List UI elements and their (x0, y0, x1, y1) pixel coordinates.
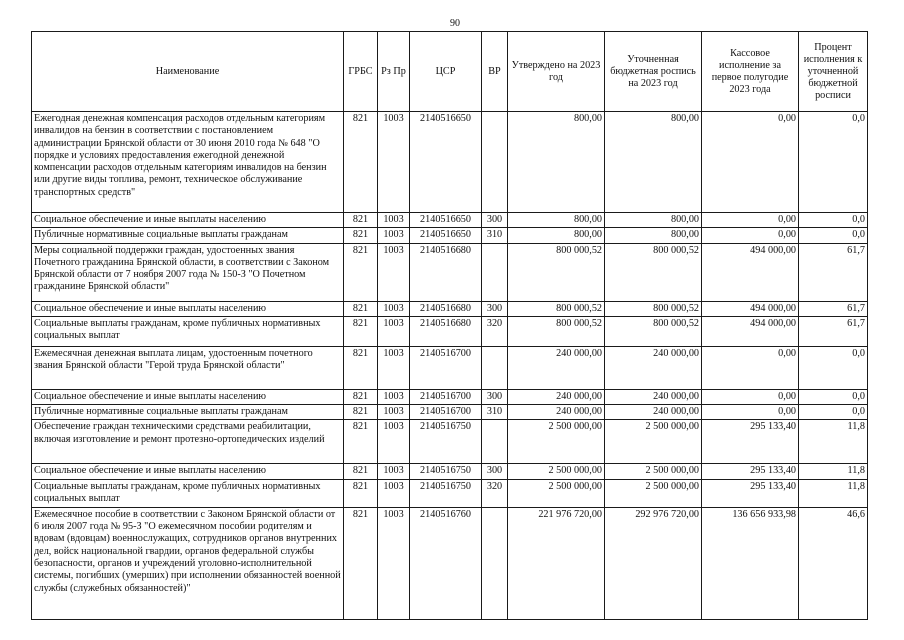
row-csr: 2140516750 (410, 464, 482, 479)
table-row (32, 420, 868, 464)
row-vr: 320 (482, 479, 508, 507)
row-grbs: 821 (344, 112, 378, 213)
row-approved: 800,00 (508, 112, 605, 213)
row-approved: 800 000,52 (508, 316, 605, 346)
row-cash: 0,00 (702, 405, 799, 420)
row-percent: 11,8 (799, 479, 868, 507)
row-vr (482, 243, 508, 301)
row-csr: 2140516760 (410, 507, 482, 619)
row-csr: 2140516650 (410, 112, 482, 213)
row-name: Социальные выплаты гражданам, кроме публичных нормативных социальных выплат (32, 479, 344, 507)
table-row (32, 346, 868, 389)
row-refined: 800,00 (605, 228, 702, 243)
header-approved: Утверждено на 2023 год (508, 32, 605, 112)
header-name: Наименование (32, 32, 344, 112)
row-name: Ежегодная денежная компенсация расходов отдельным категориям инвалидов на бензин в соответствии с постановлением администрации Брянской области от 30 июня 2010 года № 648 "О порядке и условиях предоставления ежегодной денежной компенсации расходов отдельным категориям инвалидов на бензин или другие виды топлива, ремонт, техническое обслуживание транспортных средств" (32, 112, 344, 213)
table-row (32, 112, 868, 213)
table-row (32, 213, 868, 228)
row-rzpr: 1003 (378, 405, 410, 420)
table-row (32, 464, 868, 479)
row-approved: 800,00 (508, 228, 605, 243)
row-csr: 2140516750 (410, 420, 482, 464)
row-cash: 494 000,00 (702, 243, 799, 301)
row-percent: 11,8 (799, 420, 868, 464)
row-cash: 494 000,00 (702, 301, 799, 316)
row-name: Социальное обеспечение и иные выплаты населению (32, 301, 344, 316)
row-cash: 494 000,00 (702, 316, 799, 346)
row-vr: 320 (482, 316, 508, 346)
row-approved: 2 500 000,00 (508, 420, 605, 464)
table-row (32, 389, 868, 404)
row-cash: 0,00 (702, 112, 799, 213)
row-refined: 292 976 720,00 (605, 507, 702, 619)
table-row (32, 479, 868, 507)
row-grbs: 821 (344, 507, 378, 619)
row-cash: 295 133,40 (702, 464, 799, 479)
row-name: Социальное обеспечение и иные выплаты населению (32, 464, 344, 479)
row-name: Меры социальной поддержки граждан, удостоенных звания Почетного гражданина Брянской области, в соответствии с Законом Брянской области от 7 ноября 2007 года № 150-З "О Почетном гражданине Брянской области" (32, 243, 344, 301)
row-vr (482, 346, 508, 389)
row-name: Публичные нормативные социальные выплаты гражданам (32, 228, 344, 243)
row-csr: 2140516700 (410, 389, 482, 404)
row-percent: 46,6 (799, 507, 868, 619)
header-percent: Процент исполнения к уточненной бюджетной росписи (799, 32, 868, 112)
row-rzpr: 1003 (378, 346, 410, 389)
row-csr: 2140516700 (410, 346, 482, 389)
row-approved: 800 000,52 (508, 243, 605, 301)
row-rzpr: 1003 (378, 213, 410, 228)
row-grbs: 821 (344, 405, 378, 420)
row-refined: 800 000,52 (605, 243, 702, 301)
table-row (32, 228, 868, 243)
row-grbs: 821 (344, 464, 378, 479)
row-refined: 800,00 (605, 213, 702, 228)
row-name: Социальные выплаты гражданам, кроме публичных нормативных социальных выплат (32, 316, 344, 346)
header-rzpr: Рз Пр (378, 32, 410, 112)
table-row (32, 316, 868, 346)
row-refined: 800,00 (605, 112, 702, 213)
row-approved: 800 000,52 (508, 301, 605, 316)
row-rzpr: 1003 (378, 243, 410, 301)
page-number: 90 (450, 18, 460, 29)
table-row (32, 301, 868, 316)
row-name: Ежемесячная денежная выплата лицам, удостоенным почетного звания Брянской области "Герой труда Брянской области" (32, 346, 344, 389)
row-vr (482, 112, 508, 213)
row-percent: 11,8 (799, 464, 868, 479)
row-name: Обеспечение граждан техническими средствами реабилитации, включая изготовление и ремонт протезно-ортопедических изделий (32, 420, 344, 464)
row-vr: 310 (482, 405, 508, 420)
row-grbs: 821 (344, 479, 378, 507)
header-refined: Уточненная бюджетная роспись на 2023 год (605, 32, 702, 112)
row-cash: 295 133,40 (702, 420, 799, 464)
table-row (32, 243, 868, 301)
row-grbs: 821 (344, 301, 378, 316)
row-vr: 300 (482, 389, 508, 404)
row-grbs: 821 (344, 228, 378, 243)
row-grbs: 821 (344, 420, 378, 464)
row-percent: 0,0 (799, 213, 868, 228)
row-refined: 240 000,00 (605, 389, 702, 404)
row-name: Социальное обеспечение и иные выплаты населению (32, 213, 344, 228)
row-rzpr: 1003 (378, 464, 410, 479)
row-csr: 2140516680 (410, 243, 482, 301)
row-csr: 2140516650 (410, 213, 482, 228)
row-rzpr: 1003 (378, 228, 410, 243)
row-approved: 2 500 000,00 (508, 479, 605, 507)
row-grbs: 821 (344, 243, 378, 301)
row-csr: 2140516750 (410, 479, 482, 507)
row-rzpr: 1003 (378, 301, 410, 316)
row-rzpr: 1003 (378, 316, 410, 346)
row-cash: 136 656 933,98 (702, 507, 799, 619)
row-cash: 0,00 (702, 228, 799, 243)
row-grbs: 821 (344, 346, 378, 389)
row-name: Ежемесячное пособие в соответствии с Законом Брянской области от 6 июля 2007 года № 95-З "О ежемесячном пособии родителям и вдовам (вдовцам) военнослужащих, сотрудников органов внутренних дел, войск национальной гвардии, органов федеральной службы безопасности, органов и учреждений уголовно-исполнительной системы, погибших (умерших) при исполнении обязанностей военной службы (служебных обязанностей)" (32, 507, 344, 619)
header-vr: ВР (482, 32, 508, 112)
row-csr: 2140516700 (410, 405, 482, 420)
row-refined: 2 500 000,00 (605, 464, 702, 479)
row-percent: 0,0 (799, 405, 868, 420)
row-refined: 2 500 000,00 (605, 420, 702, 464)
row-vr: 300 (482, 213, 508, 228)
row-refined: 240 000,00 (605, 346, 702, 389)
row-rzpr: 1003 (378, 389, 410, 404)
row-grbs: 821 (344, 213, 378, 228)
row-cash: 295 133,40 (702, 479, 799, 507)
row-rzpr: 1003 (378, 507, 410, 619)
table-header-row (32, 32, 868, 112)
row-percent: 0,0 (799, 112, 868, 213)
row-name: Публичные нормативные социальные выплаты гражданам (32, 405, 344, 420)
row-percent: 61,7 (799, 243, 868, 301)
row-refined: 800 000,52 (605, 316, 702, 346)
row-vr: 310 (482, 228, 508, 243)
row-grbs: 821 (344, 316, 378, 346)
row-cash: 0,00 (702, 389, 799, 404)
row-vr (482, 420, 508, 464)
row-approved: 240 000,00 (508, 405, 605, 420)
header-csr: ЦСР (410, 32, 482, 112)
row-cash: 0,00 (702, 346, 799, 389)
row-percent: 0,0 (799, 389, 868, 404)
row-percent: 61,7 (799, 301, 868, 316)
row-rzpr: 1003 (378, 420, 410, 464)
row-approved: 240 000,00 (508, 389, 605, 404)
row-rzpr: 1003 (378, 479, 410, 507)
row-refined: 800 000,52 (605, 301, 702, 316)
row-vr: 300 (482, 464, 508, 479)
table-row (32, 405, 868, 420)
row-vr (482, 507, 508, 619)
row-percent: 0,0 (799, 228, 868, 243)
row-name: Социальное обеспечение и иные выплаты населению (32, 389, 344, 404)
row-cash: 0,00 (702, 213, 799, 228)
table-row (32, 507, 868, 619)
row-approved: 221 976 720,00 (508, 507, 605, 619)
budget-table (31, 31, 868, 620)
row-refined: 240 000,00 (605, 405, 702, 420)
row-rzpr: 1003 (378, 112, 410, 213)
row-refined: 2 500 000,00 (605, 479, 702, 507)
row-approved: 240 000,00 (508, 346, 605, 389)
row-csr: 2140516680 (410, 301, 482, 316)
header-cash: Кассовое исполнение за первое полугодие 2023 года (702, 32, 799, 112)
row-csr: 2140516650 (410, 228, 482, 243)
row-approved: 2 500 000,00 (508, 464, 605, 479)
row-csr: 2140516680 (410, 316, 482, 346)
row-approved: 800,00 (508, 213, 605, 228)
row-percent: 61,7 (799, 316, 868, 346)
row-grbs: 821 (344, 389, 378, 404)
row-percent: 0,0 (799, 346, 868, 389)
row-vr: 300 (482, 301, 508, 316)
header-grbs: ГРБС (344, 32, 378, 112)
